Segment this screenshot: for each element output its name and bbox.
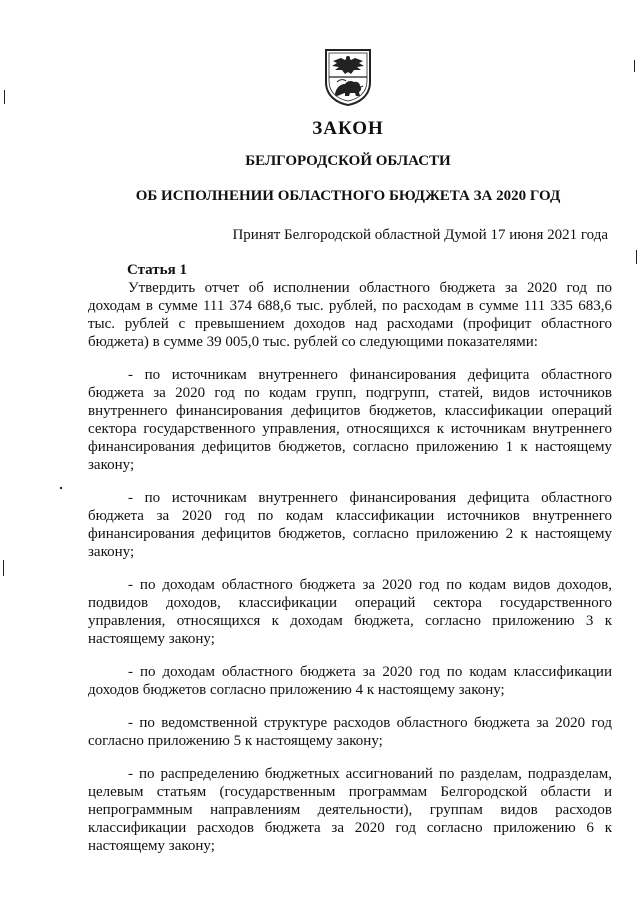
list-item: - по источникам внутреннего финансирования дефицита областного бюджета за 2020 год по кодам классификации источников внутреннего финансирования дефицитов бюджетов, согласно приложению 2 к настоящему закону; (88, 490, 612, 560)
article-body (88, 279, 612, 870)
coat-of-arms-icon (323, 48, 373, 106)
scan-mark (60, 487, 62, 489)
list-item: - по распределению бюджетных ассигнований по разделам, подразделам, целевым статьям (государственным программам Белгородской области и непрограммным направлениям деятельности), группам видов расходов классификации расходов бюджета за 2020 год согласно приложению 6 к настоящему закону; (88, 766, 612, 854)
list-item: - по доходам областного бюджета за 2020 год по кодам видов доходов, подвидов доходов, классификации операций сектора государственного управления, относящихся к доходам бюджета, согласно приложению 3 к настоящему закону; (88, 577, 612, 647)
scan-mark (4, 90, 5, 104)
scan-mark (3, 560, 4, 576)
list-item: - по источникам внутреннего финансирования дефицита областного бюджета за 2020 год по кодам групп, подгрупп, статей, видов источников внутреннего финансирования дефицитов бюджетов, классификации операций сектора государственного управления, относящихся к источникам внутреннего финансирования дефицитов бюджетов, согласно приложению 1 к настоящему закону; (88, 367, 612, 473)
adoption-note: Принят Белгородской областной Думой 17 июня 2021 года (232, 227, 608, 243)
article-heading: Статья 1 (127, 262, 187, 278)
article-intro-paragraph: Утвердить отчет об исполнении областного бюджета за 2020 год по доходам в сумме 111 374 688,6 тыс. рублей, по расходам в сумме 111 335 683,6 тыс. рублей с превышением доходов над расходами (профицит областного бюджета) в сумме 39 005,0 тыс. рублей со следующими показателями: (88, 280, 612, 350)
scan-mark (634, 60, 635, 72)
law-subject: ОБ ИСПОЛНЕНИИ ОБЛАСТНОГО БЮДЖЕТА ЗА 2020 ГОД (135, 188, 561, 204)
list-item: - по ведомственной структуре расходов областного бюджета за 2020 год согласно приложению 5 к настоящему закону; (88, 715, 612, 749)
list-item: - по доходам областного бюджета за 2020 год по кодам классификации доходов бюджетов согласно приложению 4 к настоящему закону; (88, 664, 612, 698)
document-title: ЗАКОН (312, 118, 384, 139)
region-name: БЕЛГОРОДСКОЙ ОБЛАСТИ (245, 153, 451, 169)
scan-mark (636, 250, 637, 264)
